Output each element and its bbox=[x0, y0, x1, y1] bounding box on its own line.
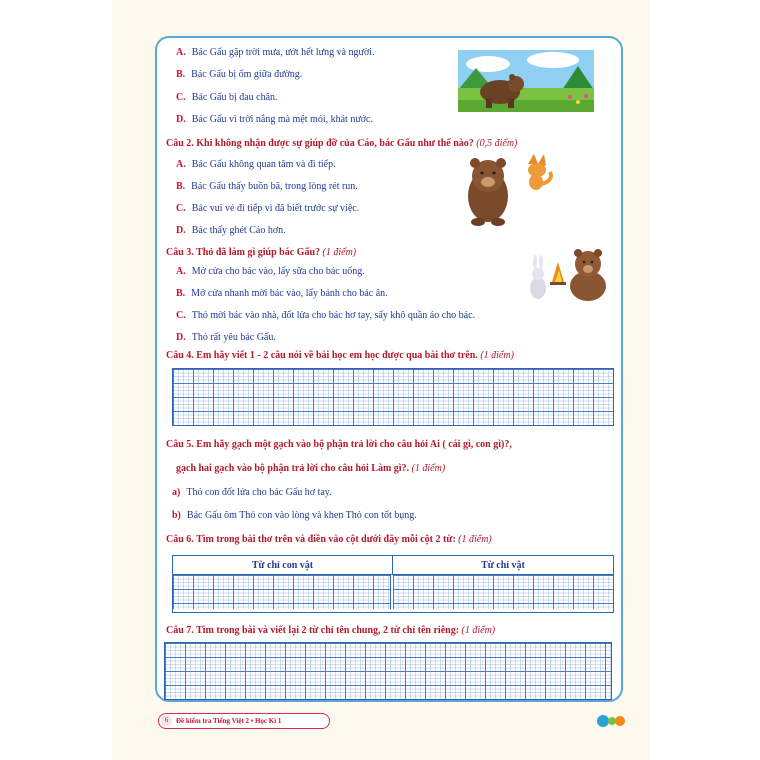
question-7: Câu 7. Tìm trong bài và viết lại 2 từ chỉ tên chung, 2 từ chỉ tên riêng: (1 điểm) bbox=[166, 625, 496, 636]
q7-writing-grid[interactable] bbox=[164, 642, 612, 700]
q6-col1-header: Từ chỉ con vật bbox=[173, 556, 393, 575]
question-4: Câu 4. Em hãy viết 1 - 2 câu nói về bài học em học được qua bài thơ trên. (1 điểm) bbox=[166, 350, 514, 361]
q3-option-b: B. Mở cửa nhanh mời bác vào, lấy bánh cho bác ăn. bbox=[176, 288, 388, 299]
page-number: 6 bbox=[161, 715, 172, 726]
question-3: Câu 3. Thỏ đã làm gì giúp bác Gấu? (1 điểm) bbox=[166, 247, 357, 258]
q2-option-a: A. Bác Gấu không quan tâm và đi tiếp. bbox=[176, 159, 336, 170]
q6-col2-header: Từ chỉ vật bbox=[393, 556, 613, 575]
q2-option-d: D. Bác thấy ghét Cáo hơn. bbox=[176, 225, 286, 236]
q2-option-b: B. Bác Gấu thấy buồn bã, trong lòng rét run. bbox=[176, 181, 358, 192]
q6-col2-grid[interactable] bbox=[393, 575, 613, 609]
q1-option-d: D. Bác Gấu vì trời nắng mà mệt mỏi, khát nước. bbox=[176, 114, 373, 125]
q6-table bbox=[172, 555, 614, 613]
bear-landscape-illustration bbox=[458, 50, 594, 112]
q3-option-a: A. Mở cửa cho bác vào, lấy sữa cho bác uống. bbox=[176, 266, 365, 277]
q1-option-b: B. Bác Gấu bị ốm giữa đường. bbox=[176, 69, 303, 80]
q5-item-a: a) Thỏ con đốt lửa cho bác Gấu hơ tay. bbox=[172, 487, 332, 498]
question-5-line-2: gạch hai gạch vào bộ phận trả lời cho câu hỏi Làm gì?. (1 điểm) bbox=[176, 463, 446, 474]
q3-option-d: D. Thỏ rất yêu bác Gấu. bbox=[176, 332, 276, 343]
q4-writing-grid[interactable] bbox=[172, 368, 614, 426]
rabbit-fire-bear-illustration bbox=[528, 244, 612, 304]
q3-option-c: C. Thỏ mời bác vào nhà, đốt lửa cho bác hơ tay, sấy khô quần áo cho bác. bbox=[176, 310, 476, 321]
q5-item-b: b) Bác Gấu ôm Thỏ con vào lòng và khen Thỏ con tốt bụng. bbox=[172, 510, 417, 521]
footer-label bbox=[158, 713, 330, 729]
question-6: Câu 6. Tìm trong bài thơ trên và điền vào cột dưới đây mỗi cột 2 từ: (1 điểm) bbox=[166, 534, 492, 545]
question-5-line-1: Câu 5. Em hãy gạch một gạch vào bộ phận trả lời cho câu hỏi Ai ( cái gì, con gì)?, bbox=[166, 439, 512, 450]
question-2: Câu 2. Khi không nhận được sự giúp đỡ của Cáo, bác Gấu như thế nào? (0,5 điểm) bbox=[166, 138, 518, 149]
q1-option-c: C. Bác Gấu bị đau chân. bbox=[176, 92, 278, 103]
q1-option-a: A. Bác Gấu gặp trời mưa, ướt hết lưng và người. bbox=[176, 47, 375, 58]
bear-fox-illustration bbox=[462, 152, 554, 230]
footer-text: Đề kiểm tra Tiếng Việt 2 • Học Kì 1 bbox=[176, 717, 282, 725]
q6-col1-grid[interactable] bbox=[173, 575, 391, 609]
publisher-logo-icon bbox=[596, 712, 628, 730]
q2-option-c: C. Bác vui vẻ đi tiếp vì đã biết trước sự việc. bbox=[176, 203, 360, 214]
